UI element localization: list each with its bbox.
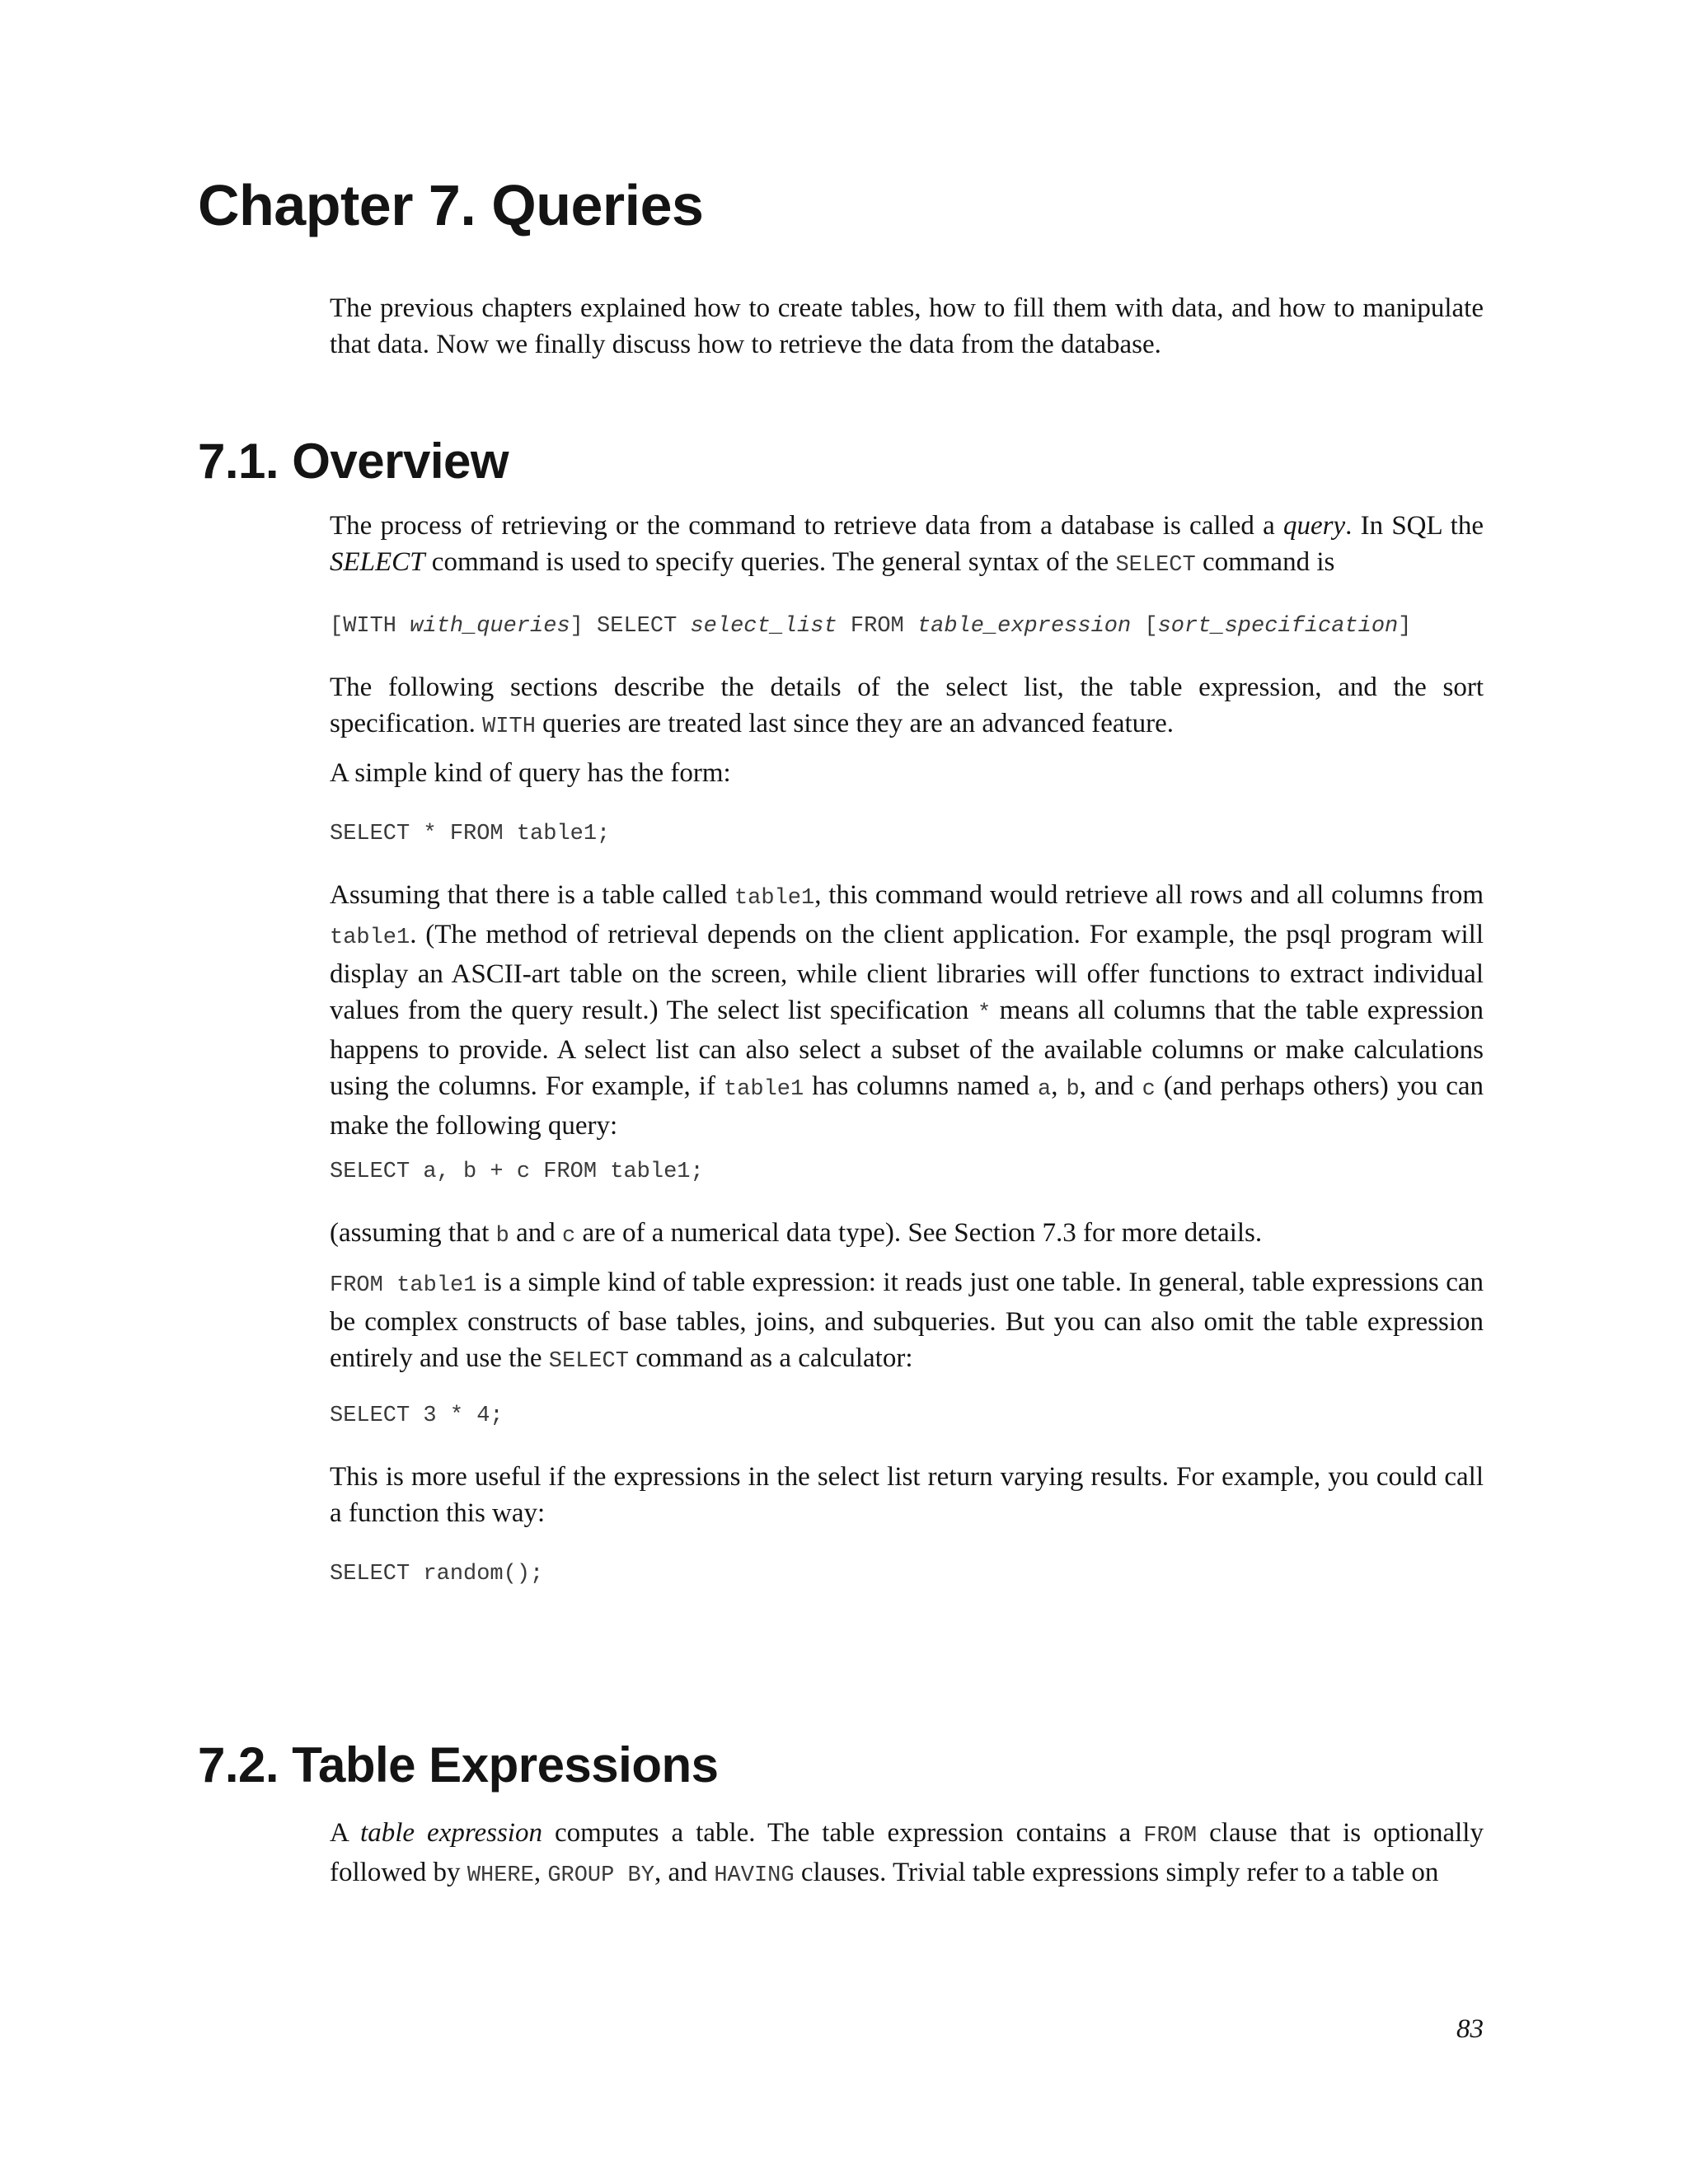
text-run: The process of retrieving or the command to retrieve data from a database is called a bbox=[330, 511, 1283, 541]
overview-paragraph-7: This is more useful if the expressions in the select list return varying results. For example, you could call a function this way: bbox=[330, 1462, 1484, 1528]
text-run: (and perhaps others) you can make the following query: bbox=[330, 1071, 1484, 1141]
inline-code: table1 bbox=[330, 926, 410, 950]
text-run: The following sections describe the details of the select list, the table expression, and the sort specification. bbox=[330, 673, 1484, 738]
overview-paragraph-7-block bbox=[330, 1459, 1484, 1531]
chapter-title: Chapter 7. Queries bbox=[198, 173, 704, 237]
inline-code: table1 bbox=[723, 1077, 804, 1102]
overview-paragraph-6 bbox=[330, 1264, 1484, 1380]
intro-block bbox=[330, 290, 1484, 363]
term-select: SELECT bbox=[330, 547, 425, 577]
inline-code: WHERE bbox=[467, 1863, 534, 1888]
text-run: means all columns that the table expression happens to provide. A select list can also select a subset of the available columns or make calculations using the columns. For example, if bbox=[330, 996, 1484, 1101]
syntax-placeholder: table_expression bbox=[917, 614, 1132, 639]
overview-paragraph-4 bbox=[330, 877, 1484, 1144]
syntax-placeholder: sort_specification bbox=[1157, 614, 1399, 639]
page-number: 83 bbox=[1456, 2014, 1484, 2044]
text-run: , and bbox=[1079, 1071, 1142, 1101]
code-example-1: SELECT * FROM table1; bbox=[330, 822, 611, 846]
text-run: clauses. Trivial table expressions simply refer to a table on bbox=[794, 1858, 1439, 1887]
overview-paragraph-4-block bbox=[330, 877, 1484, 1144]
syntax-run: ] bbox=[1398, 614, 1412, 639]
section-table-expressions-title: 7.2. Table Expressions bbox=[198, 1737, 719, 1793]
inline-code: b bbox=[495, 1224, 509, 1249]
inline-code: b bbox=[1066, 1077, 1080, 1102]
syntax-run: ] SELECT bbox=[570, 614, 691, 639]
syntax-block bbox=[330, 610, 1484, 643]
code-example-3: SELECT 3 * 4; bbox=[330, 1404, 504, 1428]
table-expressions-paragraph-1 bbox=[330, 1815, 1484, 1894]
inline-code: c bbox=[562, 1224, 576, 1249]
inline-code: WITH bbox=[482, 715, 536, 739]
text-run: . (The method of retrieval depends on the client application. For example, the psql program will display an ASCII-art table on the screen, while client libraries will offer functions to extract individual values from the query result.) The select list specification bbox=[330, 920, 1484, 1025]
inline-code: c bbox=[1142, 1077, 1156, 1102]
syntax-run: [WITH bbox=[330, 614, 410, 639]
inline-code: HAVING bbox=[714, 1863, 795, 1888]
inline-code: GROUP BY bbox=[547, 1863, 654, 1888]
text-run: are of a numerical data type). See Section 7.3 for more details. bbox=[575, 1218, 1263, 1248]
inline-code: SELECT bbox=[1115, 553, 1196, 578]
overview-paragraph-3-block bbox=[330, 755, 1484, 791]
overview-paragraph-2 bbox=[330, 669, 1484, 745]
text-run: . In SQL the bbox=[1345, 511, 1484, 541]
code-example-3-block bbox=[330, 1399, 1484, 1432]
text-run: and bbox=[509, 1218, 563, 1248]
inline-code: table1 bbox=[734, 886, 815, 911]
text-run: , and bbox=[654, 1858, 715, 1887]
overview-paragraph-3: A simple kind of query has the form: bbox=[330, 758, 731, 788]
code-example-4-block bbox=[330, 1558, 1484, 1591]
overview-paragraph-1-block bbox=[330, 508, 1484, 583]
text-run: queries are treated last since they are an advanced feature. bbox=[535, 709, 1175, 738]
inline-code: FROM table1 bbox=[330, 1273, 477, 1298]
overview-paragraph-6-block bbox=[330, 1264, 1484, 1380]
text-run: , this command would retrieve all rows and all columns from bbox=[814, 880, 1484, 910]
text-run: (assuming that bbox=[330, 1218, 496, 1248]
text-run: has columns named bbox=[804, 1071, 1038, 1101]
inline-code: a bbox=[1038, 1077, 1052, 1102]
inline-code: FROM bbox=[1143, 1824, 1198, 1849]
code-example-2-block bbox=[330, 1155, 1484, 1188]
code-example-4: SELECT random(); bbox=[330, 1562, 544, 1586]
text-run: computes a table. The table expression contains a bbox=[542, 1818, 1144, 1848]
text-run: is a simple kind of table expression: it reads just one table. In general, table expressions can be complex constructs of base tables, joins, and subqueries. But you can also omit the table expression entirely and use the bbox=[330, 1268, 1484, 1373]
syntax-placeholder: with_queries bbox=[410, 614, 570, 639]
text-run: command is used to specify queries. The general syntax of the bbox=[424, 547, 1116, 577]
inline-code: SELECT bbox=[548, 1349, 629, 1374]
syntax-synopsis bbox=[330, 610, 1484, 643]
syntax-run: [ bbox=[1131, 614, 1158, 639]
code-example-2: SELECT a, b + c FROM table1; bbox=[330, 1160, 704, 1184]
inline-code: * bbox=[977, 1001, 992, 1026]
text-run: , bbox=[1051, 1071, 1067, 1101]
syntax-placeholder: select_list bbox=[690, 614, 837, 639]
syntax-run: FROM bbox=[837, 614, 917, 639]
text-run: command is bbox=[1195, 547, 1335, 577]
overview-paragraph-5 bbox=[330, 1215, 1484, 1254]
term-table-expression: table expression bbox=[360, 1818, 542, 1848]
overview-paragraph-1 bbox=[330, 508, 1484, 583]
text-run: , bbox=[533, 1858, 548, 1887]
term-query: query bbox=[1282, 511, 1346, 541]
table-expressions-paragraph-1-block bbox=[330, 1815, 1484, 1894]
text-run: Assuming that there is a table called bbox=[330, 880, 734, 910]
code-example-1-block bbox=[330, 818, 1484, 851]
overview-paragraph-2-block bbox=[330, 669, 1484, 745]
text-run: command as a calculator: bbox=[628, 1343, 913, 1373]
text-run: clause that is optionally followed by bbox=[330, 1818, 1484, 1887]
overview-paragraph-5-block bbox=[330, 1215, 1484, 1254]
section-overview-title: 7.1. Overview bbox=[198, 434, 509, 489]
intro-paragraph: The previous chapters explained how to create tables, how to fill them with data, and how to manipulate that data. Now we finally discuss how to retrieve the data from the database. bbox=[330, 293, 1484, 359]
text-run: A bbox=[330, 1818, 361, 1848]
